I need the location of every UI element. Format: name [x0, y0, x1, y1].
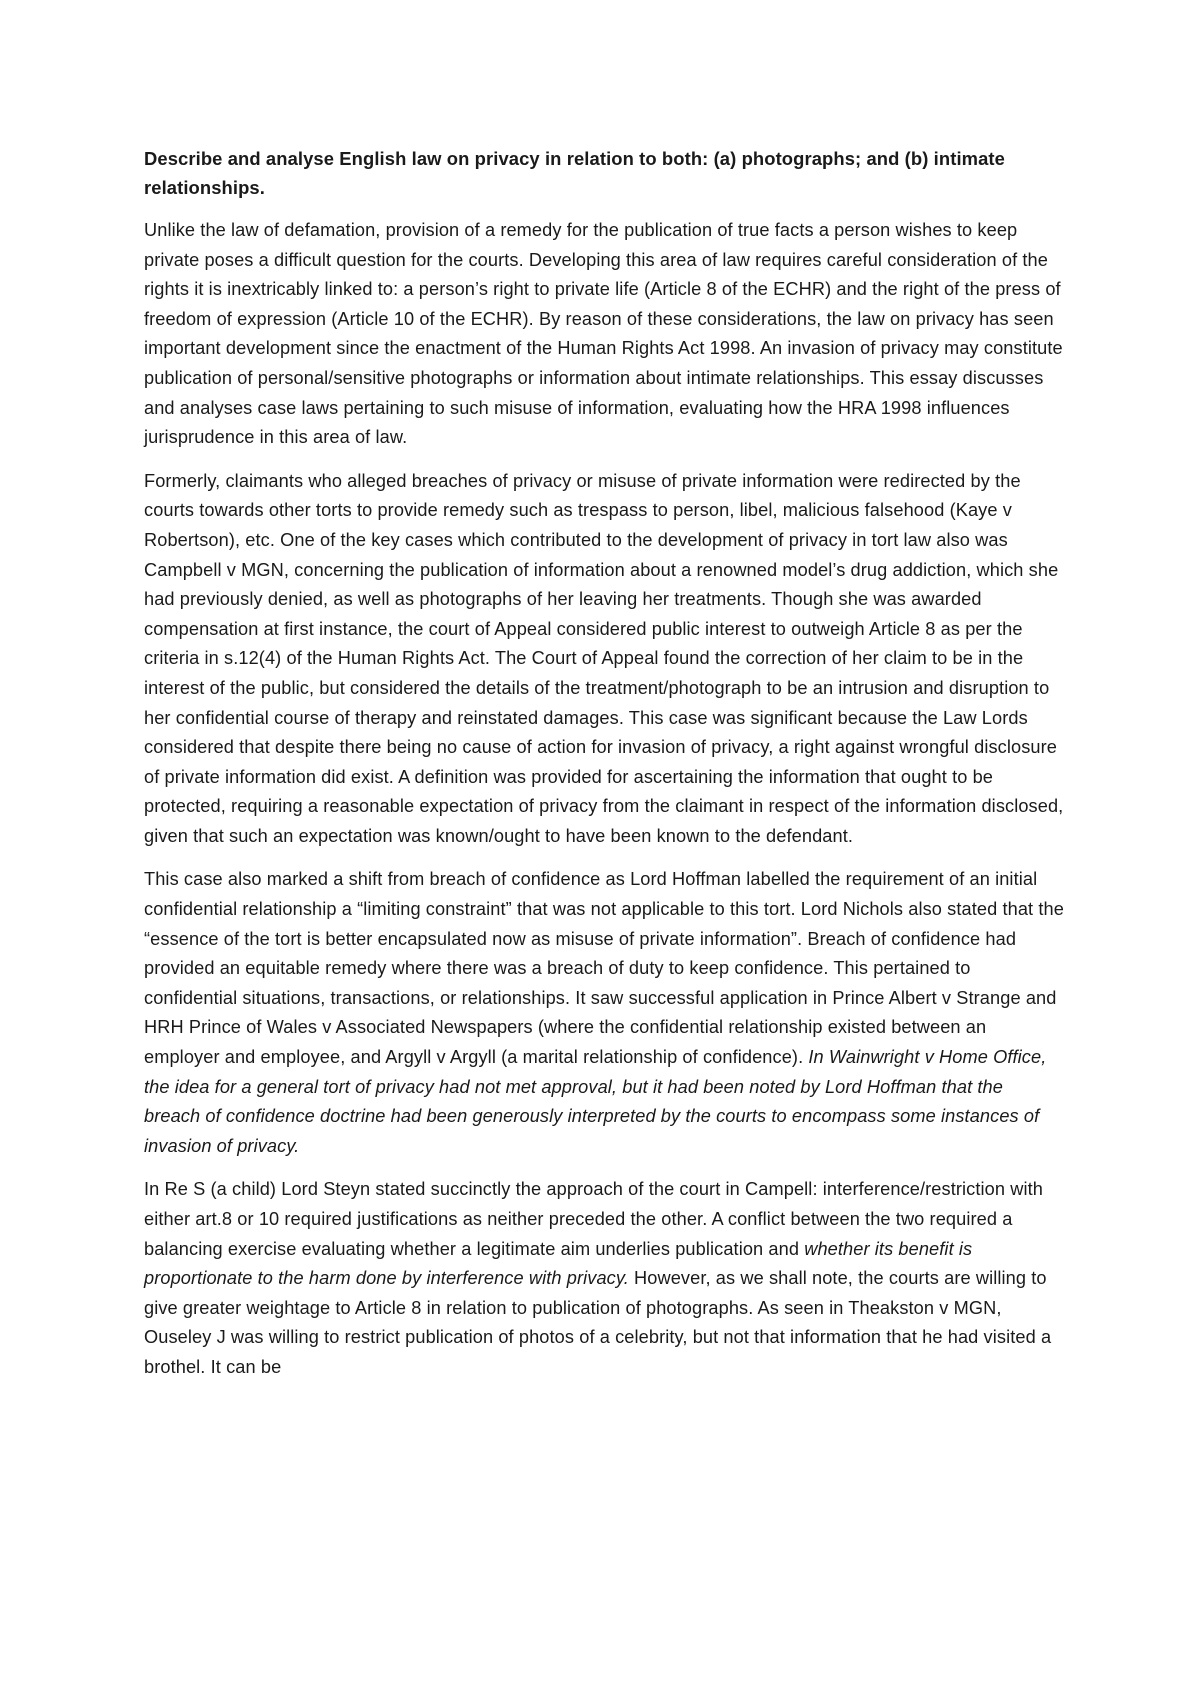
paragraph-4 [144, 1175, 1064, 1382]
document-body [144, 144, 1064, 1397]
paragraph-text: In Re S (a child) Lord Steyn stated succinctly the approach of the court in Campell: interference/restriction with either art.8 or 10 required justifications as neither preceded the other. A conflict between the two required a balancing exercise evaluating whether a legitimate aim underlies publication and [144, 1179, 1043, 1259]
paragraph-italic-text: whether its benefit is proportionate to the harm done by interference with privacy. [144, 1238, 973, 1289]
paragraph-text: Formerly, claimants who alleged breaches of privacy or misuse of private information were redirected by the courts towards other torts to provide remedy such as trespass to person, libel, malicious falsehood (Kaye v Robertson), etc. One of the key cases which contributed to the development of privacy in tort law also was Campbell v MGN, concerning the publication of information about a renowned model’s drug addiction, which she had previously denied, as well as photographs of her leaving her treatments. Though she was awarded compensation at first instance, the court of Appeal considered public interest to outweigh Article 8 as per the criteria in s.12(4) of the Human Rights Act. The Court of Appeal found the correction of her claim to be in the interest of the public, but considered the details of the treatment/photograph to be an intrusion and disruption to her confidential course of therapy and reinstated damages. This case was significant because the Law Lords considered that despite there being no cause of action for invasion of privacy, a right against wrongful disclosure of private information did exist. A definition was provided for ascertaining the information that ought to be protected, requiring a reasonable expectation of privacy from the claimant in respect of the information disclosed, given that such an expectation was known/ought to have been known to the defendant. [144, 470, 1064, 846]
paragraph-italic-text: In Wainwright v Home Office, the idea for a general tort of privacy had not met approval, but it had been noted by Lord Hoffman that the breach of confidence doctrine had been generously interpreted by the courts to encompass some instances of invasion of privacy. [144, 1047, 1047, 1156]
paragraph-1 [144, 216, 1064, 453]
essay-title: Describe and analyse English law on privacy in relation to both: (a) photographs; and (b) intimate relationships. [144, 148, 1005, 198]
paragraph-text: Unlike the law of defamation, provision of a remedy for the publication of true facts a person wishes to keep private poses a difficult question for the courts. Developing this area of law requires careful consideration of the rights it is inextricably linked to: a person’s right to private life (Article 8 of the ECHR) and the right of the press of freedom of expression (Article 10 of the ECHR). By reason of these considerations, the law on privacy has seen important development since the enactment of the Human Rights Act 1998. An invasion of privacy may constitute publication of personal/sensitive photographs or information about intimate relationships. This essay discusses and analyses case laws pertaining to such misuse of information, evaluating how the HRA 1998 influences jurisprudence in this area of law. [144, 220, 1063, 448]
paragraph-text: This case also marked a shift from breach of confidence as Lord Hoffman labelled the requirement of an initial confidential relationship a “limiting constraint” that was not applicable to this tort. Lord Nichols also stated that the “essence of the tort is better encapsulated now as misuse of private information”. Breach of confidence had provided an equitable remedy where there was a breach of duty to keep confidence. This pertained to confidential situations, transactions, or relationships. It saw successful application in Prince Albert v Strange and HRH Prince of Wales v Associated Newspapers (where the confidential relationship existed between an employer and employee, and Argyll v Argyll (a marital relationship of confidence). [144, 869, 1064, 1068]
paragraph-3 [144, 865, 1064, 1161]
paragraph-text: However, as we shall note, the courts are willing to give greater weightage to Article 8 in relation to publication of photographs. As seen in Theakston v MGN, Ouseley J was willing to restrict publication of photos of a celebrity, but not that information that he had visited a brothel. It can be [144, 1268, 1052, 1377]
paragraph-2 [144, 467, 1064, 852]
